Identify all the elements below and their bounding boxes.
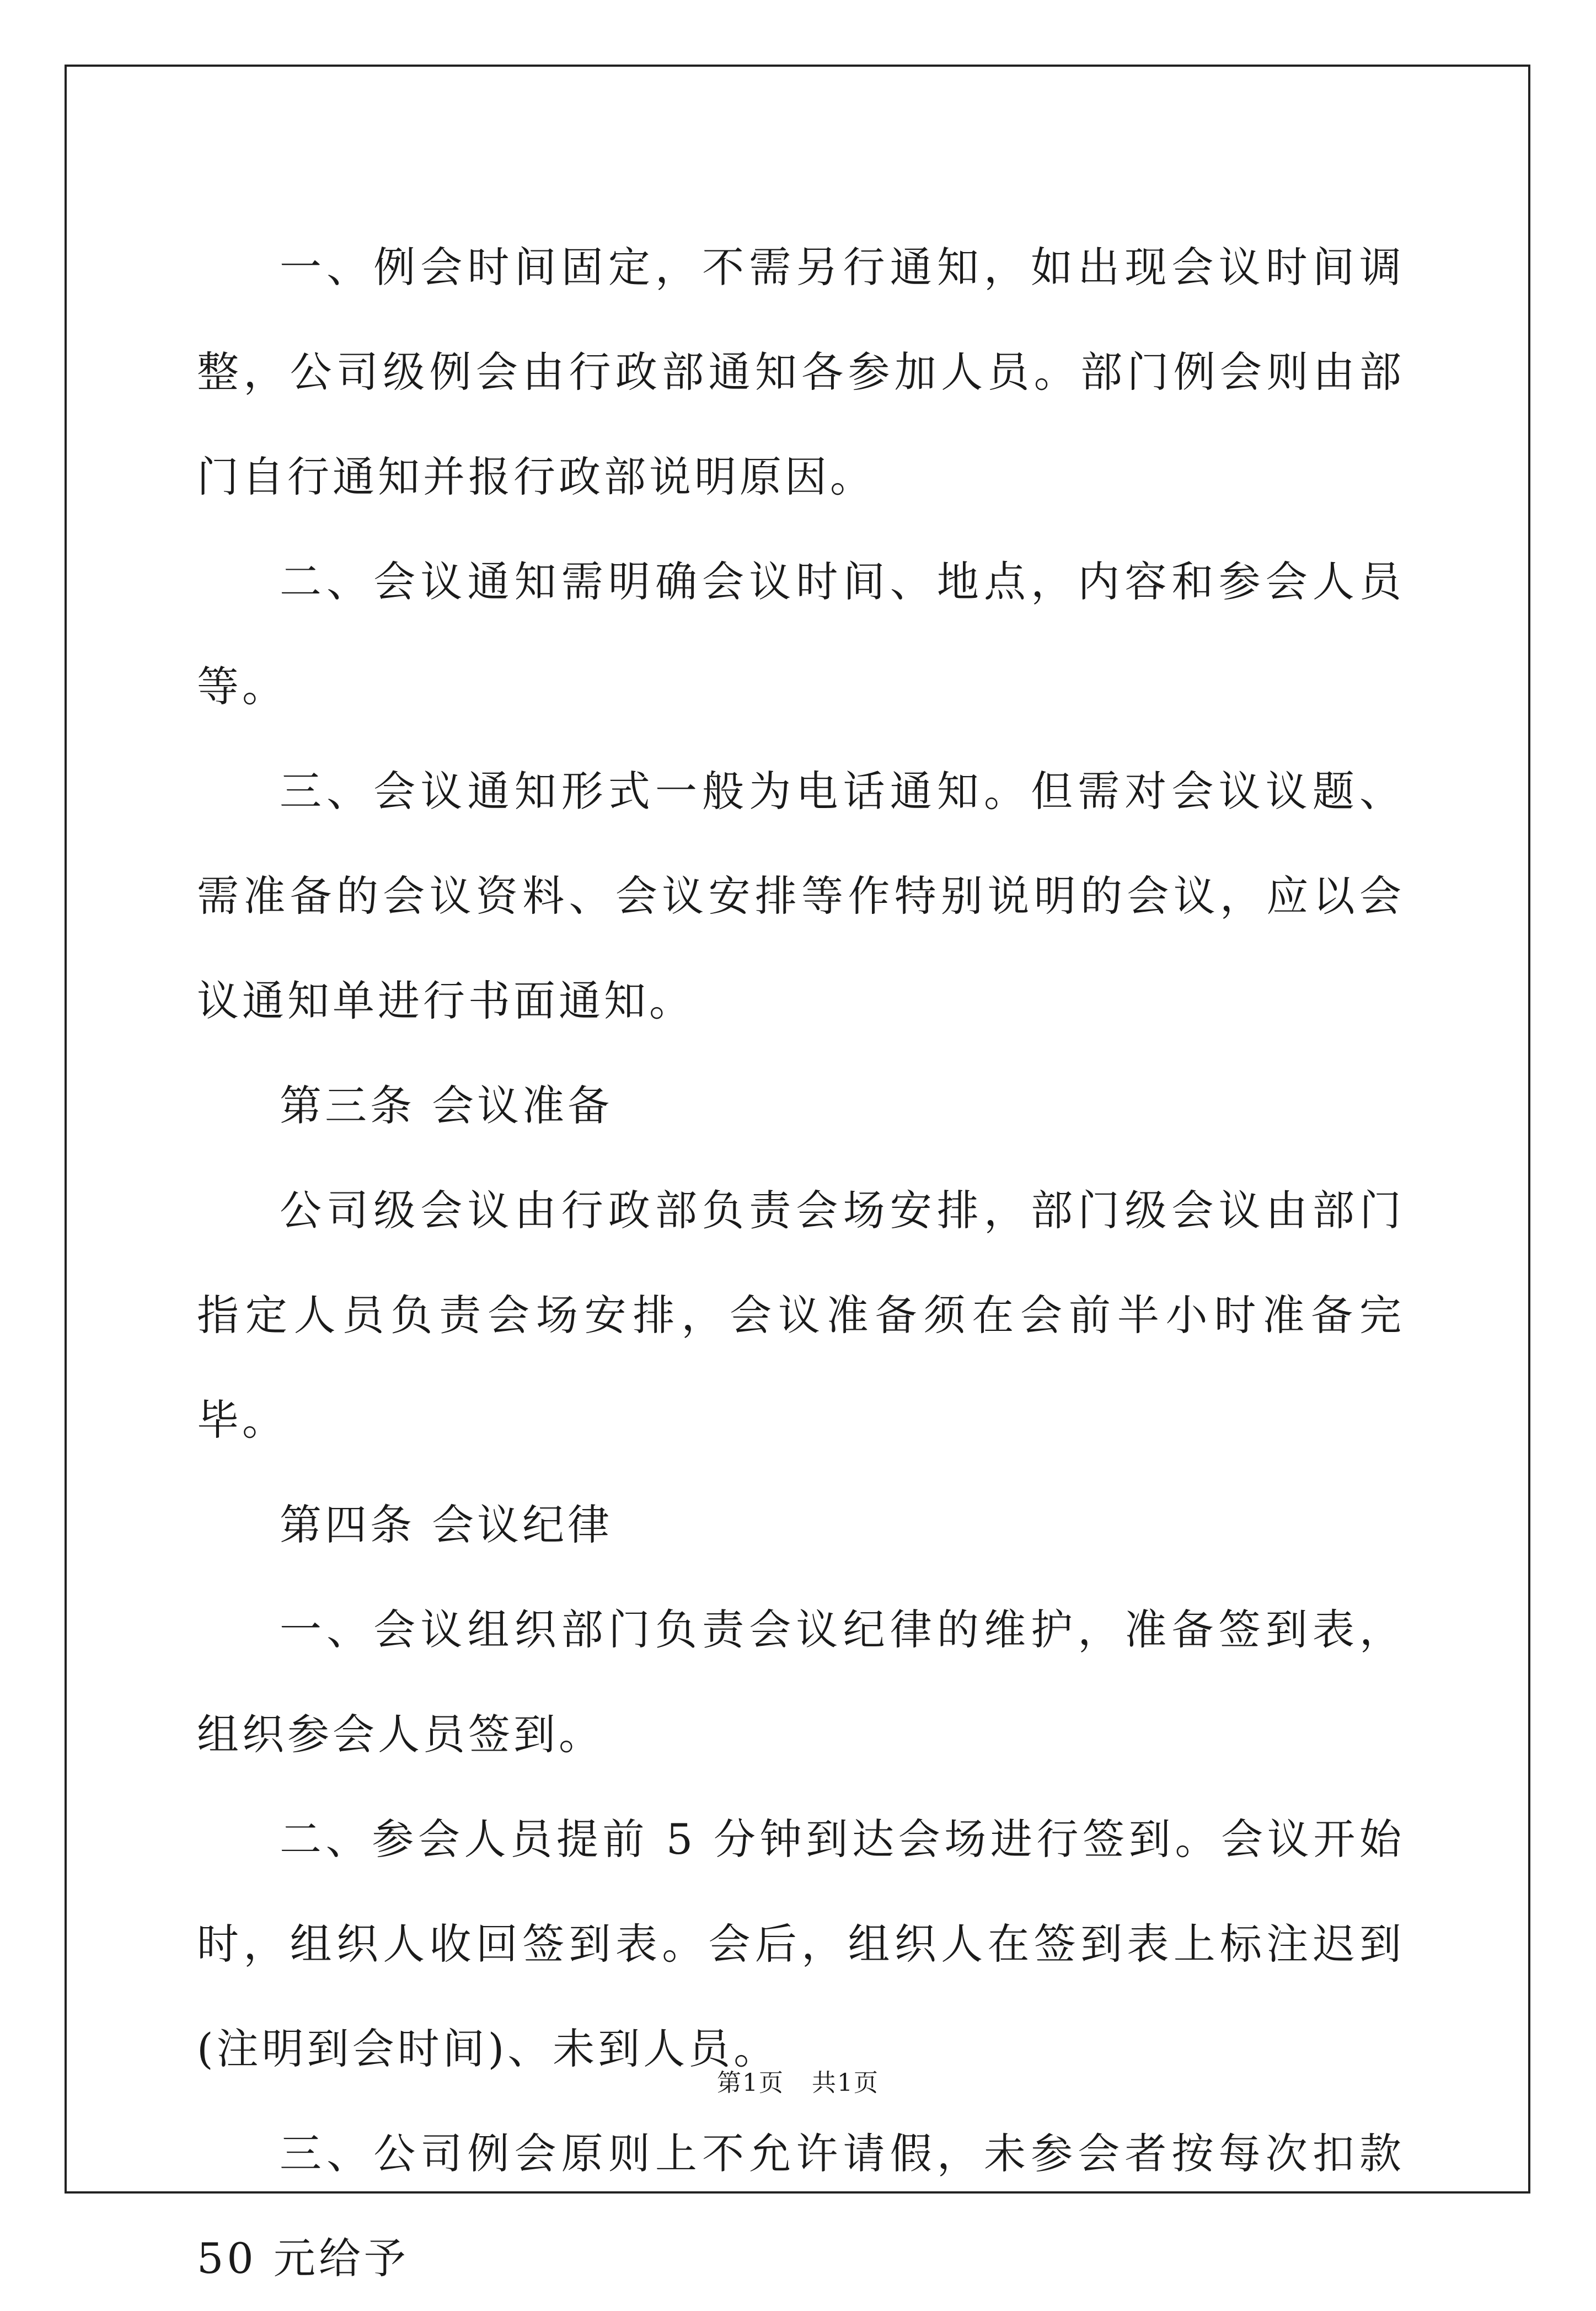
page-number-current: 第1页 (717, 2069, 784, 2097)
paragraph-notice-content: 二、会议通知需明确会议时间、地点，内容和参会人员等。 (197, 557, 1405, 711)
page-footer (0, 2063, 1596, 2098)
section-heading-preparation: 第三条 会议准备 (280, 1081, 613, 1130)
paragraph-discipline-2: 二、参会人员提前 5 分钟到达会场进行签到。会议开始时，组织人收回签到表。会后，组织人在签到表上标注迟到(注明到会时间)、未到人员。 (197, 1815, 1405, 2073)
document-body (197, 215, 1405, 2311)
page-number-total: 共1页 (812, 2069, 879, 2097)
paragraph-preparation: 公司级会议由行政部负责会场安排，部门级会议由部门指定人员负责会场安排，会议准备须在会前半小时准备完毕。 (197, 1186, 1405, 1445)
section-heading-discipline: 第四条 会议纪律 (280, 1500, 613, 1549)
paragraph-discipline-3: 三、公司例会原则上不允许请假，未参会者按每次扣款 50 元给予 (197, 2129, 1405, 2283)
paragraph-discipline-1: 一、会议组织部门负责会议纪律的维护，准备签到表，组织参会人员签到。 (197, 1605, 1405, 1759)
paragraph-notice-form: 三、会议通知形式一般为电话通知。但需对会议议题、需准备的会议资料、会议安排等作特别说明的会议，应以会议通知单进行书面通知。 (197, 767, 1405, 1025)
paragraph-meeting-time: 一、例会时间固定，不需另行通知，如出现会议时间调整，公司级例会由行政部通知各参加人员。部门例会则由部门自行通知并报行政部说明原因。 (197, 243, 1405, 501)
